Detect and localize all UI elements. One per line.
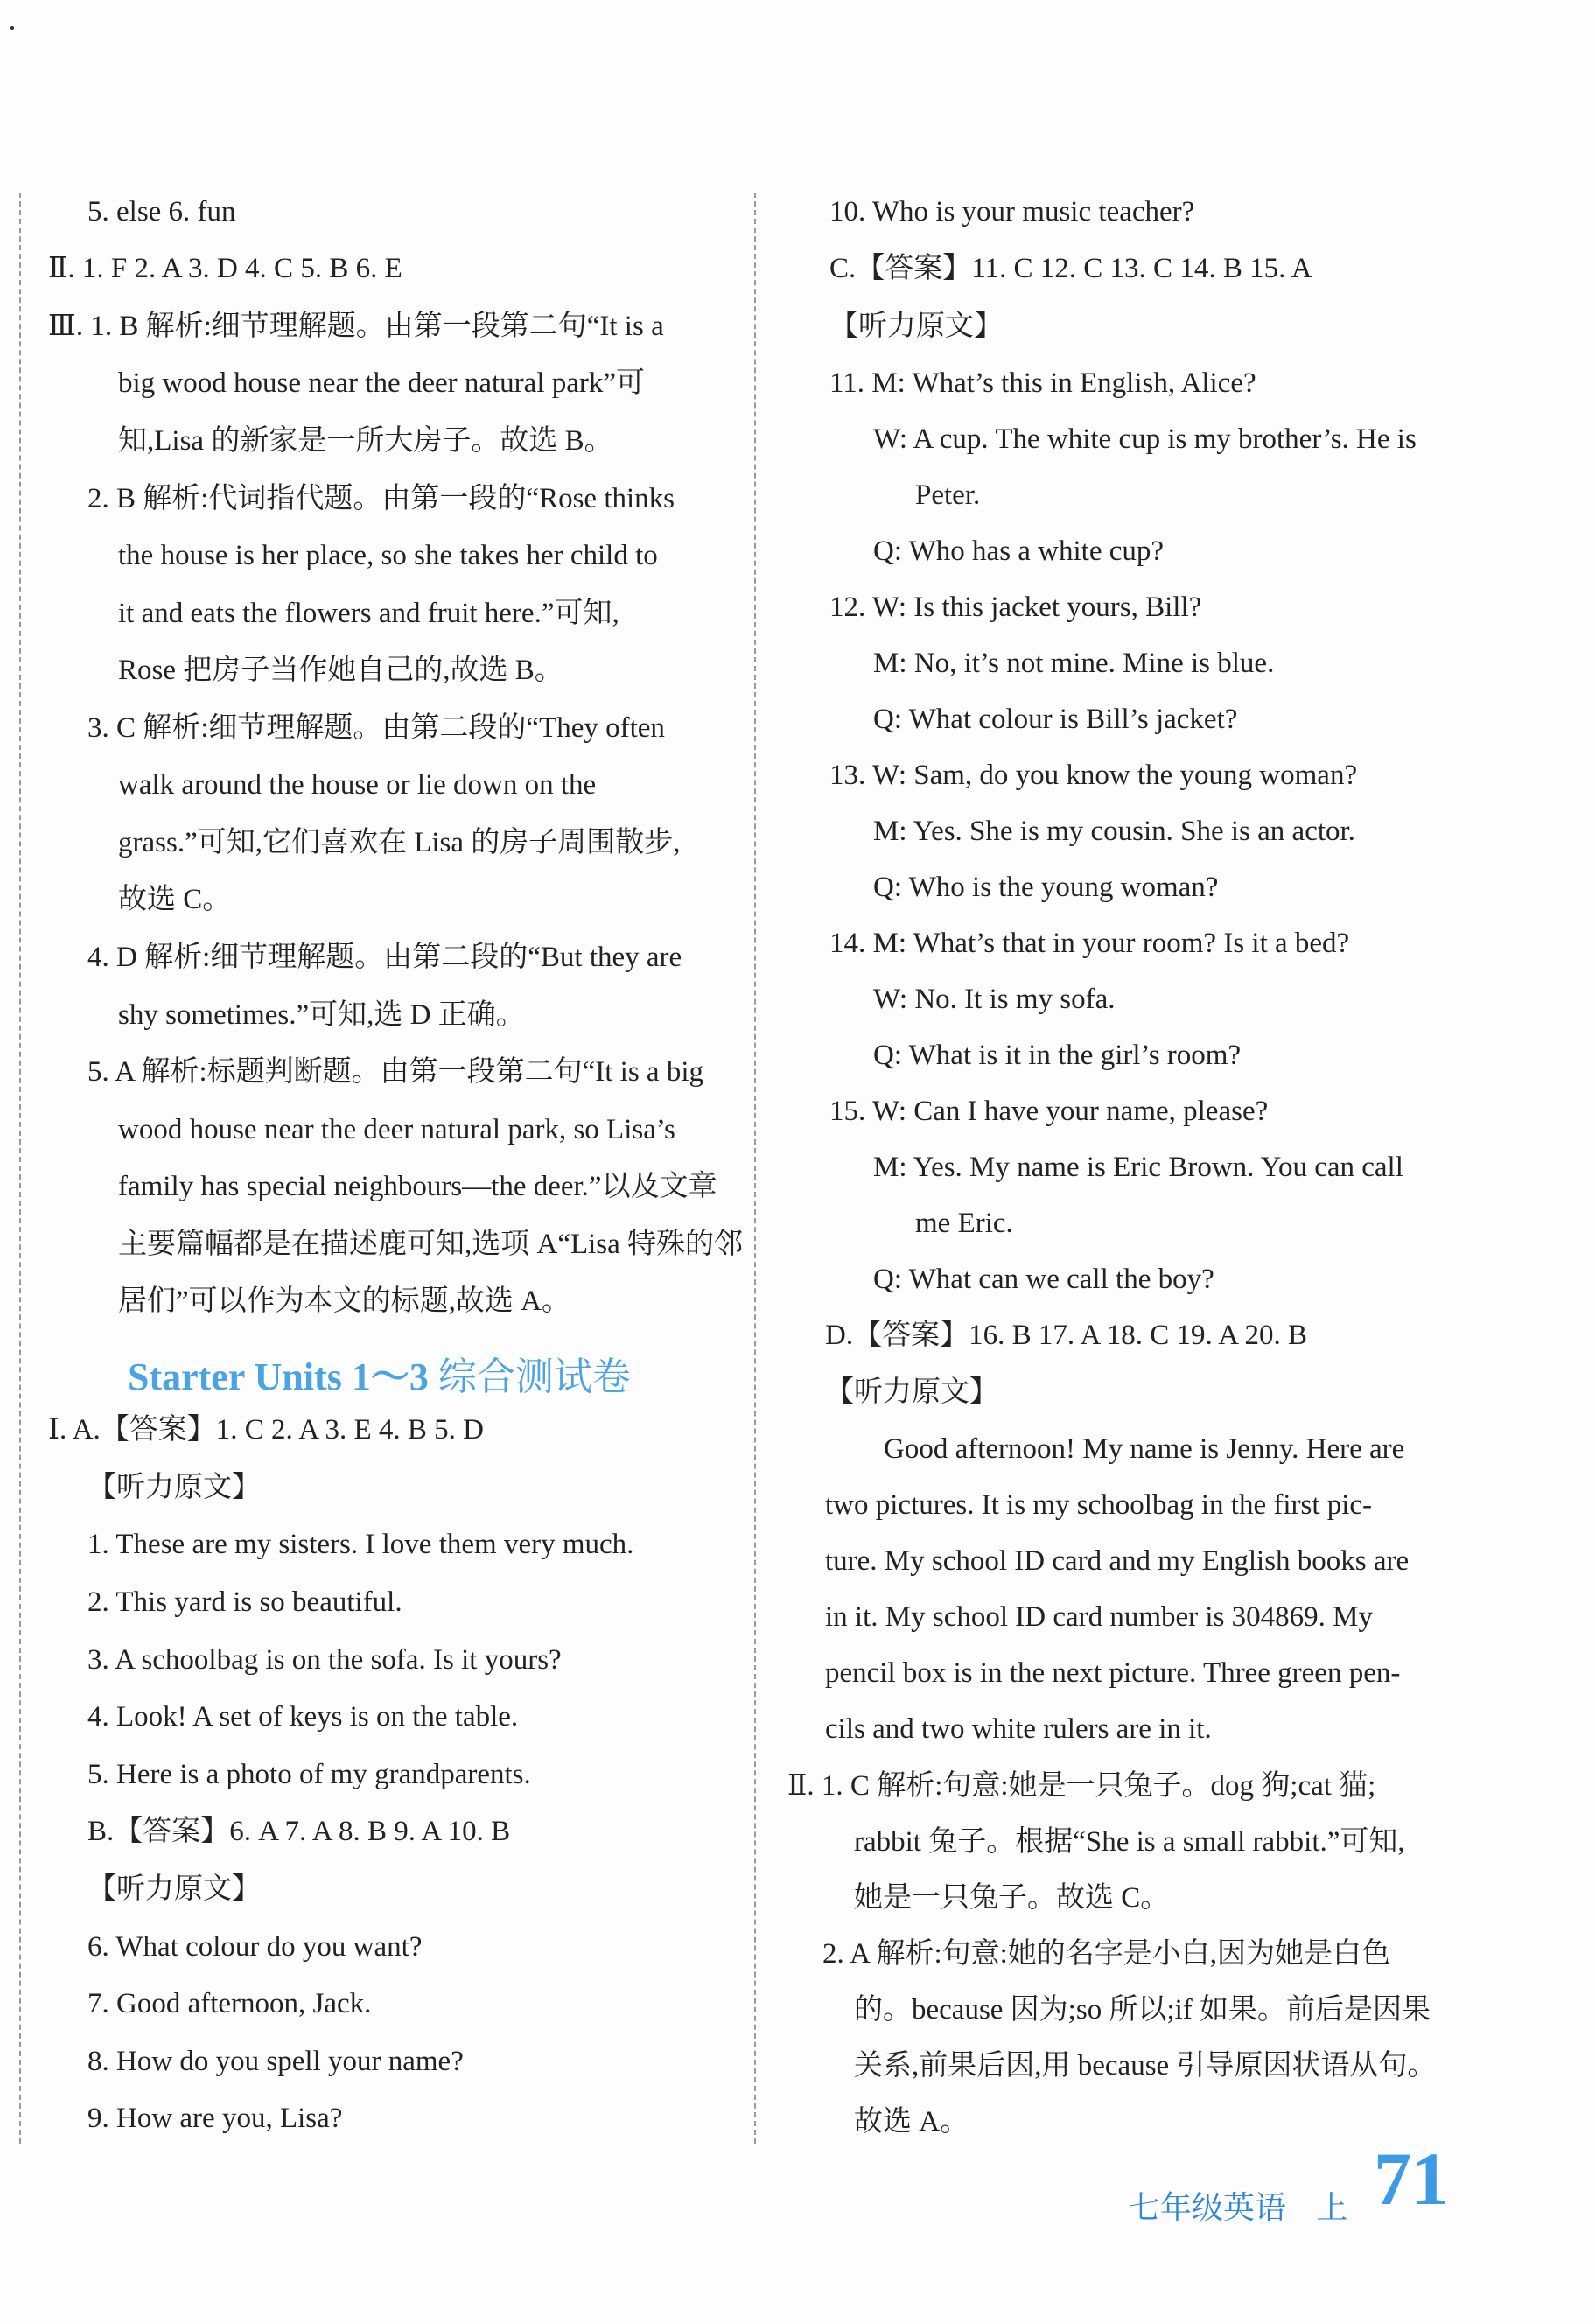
text-line: 5. else 6. fun — [87, 196, 236, 228]
text-line: 4. D 解析:细节理解题。由第二段的“But they are — [87, 942, 682, 973]
text-line: 12. W: Is this jacket yours, Bill? — [829, 592, 1202, 623]
text-line: Q: What colour is Bill’s jacket? — [873, 704, 1238, 735]
text-line: M: Yes. She is my cousin. She is an actor. — [873, 816, 1355, 847]
text-line: Q: What can we call the boy? — [873, 1264, 1214, 1295]
text-line: W: A cup. The white cup is my brother’s. He is — [873, 424, 1417, 455]
section-heading-cn: 综合测试卷 — [437, 1354, 631, 1399]
text-line: rabbit 兔子。根据“She is a small rabbit.”可知, — [854, 1826, 1405, 1858]
text-line: 故选 A。 — [854, 2106, 969, 2138]
book-title — [1129, 2183, 1347, 2228]
text-line: Good afternoon! My name is Jenny. Here are — [884, 1433, 1405, 1465]
text-line: 主要篇幅都是在描述鹿可知,选项 A“Lisa 特殊的邻 — [118, 1228, 744, 1260]
text-line: Ⅱ. 1. F 2. A 3. D 4. C 5. B 6. E — [48, 253, 402, 284]
text-line: Q: Who has a white cup? — [873, 536, 1165, 567]
text-line: family has special neighbours—the deer.”以及文章 — [118, 1171, 717, 1202]
text-line: Q: Who is the young woman? — [873, 872, 1219, 903]
text-line: big wood house near the deer natural park”可 — [118, 368, 646, 399]
text-line: wood house near the deer natural park, so Lisa’s — [118, 1114, 675, 1145]
text-line: Peter. — [915, 480, 981, 511]
text-line: walk around the house or lie down on the — [118, 769, 597, 801]
text-line: pencil box is in the next picture. Three green pen- — [825, 1657, 1401, 1689]
text-line: 9. How are you, Lisa? — [87, 2103, 343, 2134]
text-line: 【听力原文】 — [87, 1472, 261, 1503]
text-line: two pictures. It is my schoolbag in the first pic- — [825, 1489, 1373, 1521]
grade-subject: 七年级英语 — [1129, 2190, 1287, 2226]
text-line: 14. M: What’s that in your room? Is it a bed? — [829, 928, 1350, 959]
text-line: 5. Here is a photo of my grandparents. — [87, 1759, 531, 1790]
text-line: Q: What is it in the girl’s room? — [873, 1040, 1242, 1071]
text-line: 居们”可以作为本文的标题,故选 A。 — [118, 1285, 570, 1317]
text-line: C.【答案】11. C 12. C 13. C 14. B 15. A — [829, 253, 1312, 284]
text-line: Ⅲ. 1. B 解析:细节理解题。由第一段第二句“It is a — [48, 311, 664, 342]
text-line: 2. A 解析:句意:她的名字是小白,因为她是白色 — [822, 1938, 1391, 1970]
text-line: 8. How do you spell your name? — [87, 2046, 464, 2077]
text-line: 1. These are my sisters. I love them very much. — [87, 1529, 634, 1560]
text-line: 11. M: What’s this in English, Alice? — [829, 368, 1256, 399]
text-line: 4. Look! A set of keys is on the table. — [87, 1701, 519, 1732]
text-line: 她是一只兔子。故选 C。 — [854, 1882, 1170, 1914]
text-line: ture. My school ID card and my English books are — [825, 1545, 1410, 1577]
text-line: M: Yes. My name is Eric Brown. You can call — [873, 1152, 1403, 1183]
text-line: Rose 把房子当作她自己的,故选 B。 — [118, 654, 563, 686]
text-line: Ⅱ. 1. C 解析:句意:她是一只兔子。dog 狗;cat 猫; — [787, 1770, 1376, 1802]
column-divider — [754, 192, 756, 2144]
text-line: the house is her place, so she takes her child to — [118, 540, 658, 571]
section-heading — [128, 1345, 631, 1401]
text-line: 2. B 解析:代词指代题。由第一段的“Rose thinks — [87, 483, 675, 514]
text-line: cils and two white rulers are in it. — [825, 1713, 1212, 1745]
text-line: it and eats the flowers and fruit here.”可知, — [118, 598, 619, 629]
page-number: 71 — [1374, 2137, 1449, 2221]
text-line: D.【答案】16. B 17. A 18. C 19. A 20. B — [825, 1320, 1307, 1351]
text-line: 7. Good afternoon, Jack. — [87, 1988, 372, 2020]
text-line: W: No. It is my sofa. — [873, 984, 1116, 1015]
scan-speck — [10, 26, 14, 30]
text-line: 6. What colour do you want? — [87, 1931, 423, 1963]
volume: 上 — [1316, 2190, 1348, 2226]
text-line: in it. My school ID card number is 304869. My — [825, 1601, 1374, 1633]
text-line: 15. W: Can I have your name, please? — [829, 1096, 1269, 1127]
text-line: 【听力原文】 — [87, 1873, 261, 1905]
text-line: 13. W: Sam, do you know the young woman? — [829, 760, 1358, 791]
text-line: grass.”可知,它们喜欢在 Lisa 的房子周围散步, — [118, 827, 681, 858]
text-line: 【听力原文】 — [829, 311, 1003, 342]
section-heading-en: Starter Units 1～3 — [128, 1355, 438, 1398]
text-line: 5. A 解析:标题判断题。由第一段第二句“It is a big — [87, 1056, 703, 1088]
text-line: 2. This yard is so beautiful. — [87, 1586, 402, 1618]
text-line: 3. A schoolbag is on the sofa. Is it yours? — [87, 1644, 562, 1676]
text-line: 【听力原文】 — [825, 1376, 998, 1408]
text-line: 故选 C。 — [118, 884, 232, 915]
text-line: 3. C 解析:细节理解题。由第二段的“They often — [87, 712, 665, 744]
text-line: me Eric. — [915, 1208, 1013, 1239]
text-line: B.【答案】6. A 7. A 8. B 9. A 10. B — [87, 1816, 511, 1847]
text-line: 关系,前果后因,用 because 引导原因状语从句。 — [854, 2050, 1437, 2082]
text-line: Ⅰ. A.【答案】1. C 2. A 3. E 4. B 5. D — [48, 1414, 484, 1446]
text-line: 10. Who is your music teacher? — [829, 196, 1195, 228]
text-line: 知,Lisa 的新家是一所大房子。故选 B。 — [118, 425, 613, 457]
text-line: M: No, it’s not mine. Mine is blue. — [873, 648, 1275, 679]
left-margin-divider — [19, 192, 21, 2144]
text-line: 的。because 因为;so 所以;if 如果。前后是因果 — [854, 1994, 1431, 2026]
text-line: shy sometimes.”可知,选 D 正确。 — [118, 999, 525, 1031]
